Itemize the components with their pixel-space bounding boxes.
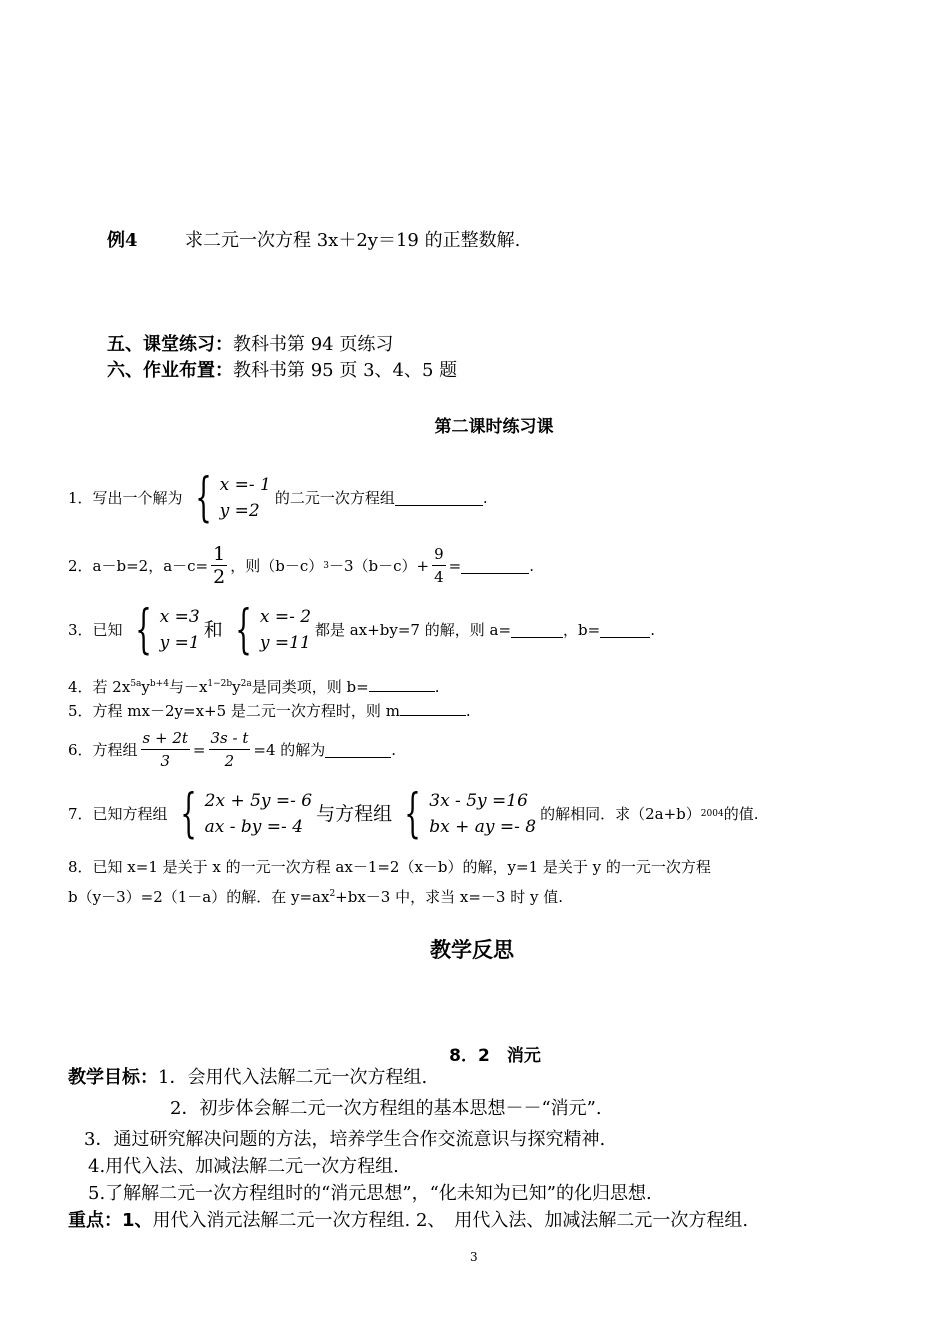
q4-exp-4: 2a bbox=[240, 679, 252, 689]
q3-equation-system-1 bbox=[127, 600, 200, 660]
q5-text: 5．方程 mx－2y=x+5 是二元一次方程时，则 m bbox=[68, 702, 400, 720]
q1-end: . bbox=[482, 489, 488, 507]
q4-exp-2: b+4 bbox=[149, 679, 169, 689]
question-2 bbox=[68, 543, 534, 588]
section-6-text: 教科书第 95 页 3、4、5 题 bbox=[233, 360, 458, 381]
q6-frac1-num: s + 2t bbox=[141, 727, 190, 750]
q1-prefix: 1．写出一个解为 bbox=[68, 489, 183, 507]
q1-suffix: 的二元一次方程组 bbox=[274, 489, 395, 507]
lesson-2-title: 第二课时练习课 bbox=[434, 417, 554, 437]
left-brace-icon: { bbox=[194, 468, 212, 528]
q7-equation-system-2 bbox=[396, 784, 537, 844]
section-homework bbox=[107, 359, 457, 383]
q4-text-4: y bbox=[232, 678, 241, 696]
q6-blank[interactable] bbox=[325, 742, 391, 758]
q7-sys1-line-1: 2x + 5y =- 6 bbox=[204, 791, 313, 811]
q7-equation-system-1 bbox=[172, 784, 313, 844]
q7-exp: 2004 bbox=[700, 809, 724, 819]
q8-line2-exp: 2 bbox=[329, 889, 336, 899]
q7-sys2-line-2: bx + ay =- 8 bbox=[429, 817, 537, 837]
key-text: 用代入消元法解二元一次方程组. 2、 用代入法、加减法解二元一次方程组. bbox=[152, 1210, 749, 1231]
q6-frac2-num: 3s - t bbox=[209, 727, 251, 750]
q8-line2-a: b（y－3）=2（1－a）的解．在 y=ax bbox=[68, 888, 330, 906]
q2-blank[interactable] bbox=[461, 558, 529, 574]
q3-mid: 都是 ax+by=7 的解，则 a= bbox=[315, 621, 512, 639]
section-5-label: 五、课堂练习： bbox=[107, 334, 233, 355]
q6-eq: = bbox=[192, 740, 206, 759]
q6-fraction-2 bbox=[209, 727, 251, 772]
q1-sys-line-1: x =- 1 bbox=[219, 475, 271, 495]
goal-1: 1．会用代入法解二元一次方程组. bbox=[158, 1067, 428, 1088]
section-6-label: 六、作业布置： bbox=[107, 360, 233, 381]
question-8-line-1: 8．已知 x=1 是关于 x 的一元一次方程 ax－1=2（x－b）的解，y=1 是关于 y 的一元一次方程 bbox=[68, 858, 711, 876]
question-4 bbox=[68, 673, 439, 698]
q2-eq: = bbox=[448, 556, 462, 575]
q2-prefix: 2．a－b=2，a－c= bbox=[68, 556, 209, 575]
q7-end: 的值. bbox=[723, 805, 759, 823]
q2-mid: ，则（b－c） bbox=[230, 556, 324, 575]
q3-sys2-line-1: x =- 2 bbox=[259, 607, 312, 627]
q4-exp-3: 1−2b bbox=[207, 679, 233, 689]
goal-3: 3．通过研究解决问题的方法，培养学生合作交流意识与探究精神. bbox=[84, 1129, 606, 1150]
q2-frac2-num: 9 bbox=[432, 543, 446, 566]
q5-end: . bbox=[465, 702, 471, 720]
left-brace-icon: { bbox=[404, 784, 421, 844]
q3-mid2: ，b= bbox=[563, 621, 601, 639]
question-7 bbox=[68, 784, 759, 844]
q4-text-5: 是同类项，则 b= bbox=[251, 678, 369, 696]
q4-blank[interactable] bbox=[369, 676, 435, 692]
section-8-2-title: 8．2 消元 bbox=[449, 1046, 541, 1066]
q6-prefix: 6．方程组 bbox=[68, 740, 138, 759]
page-number: 3 bbox=[470, 1250, 478, 1264]
q1-equation-system bbox=[187, 468, 271, 528]
q3-sys2-line-2: y =11 bbox=[259, 633, 311, 653]
q1-sys-line-2: y =2 bbox=[219, 501, 260, 521]
q5-blank[interactable] bbox=[400, 700, 466, 716]
q6-frac2-den: 2 bbox=[224, 752, 235, 770]
teaching-goals bbox=[68, 1066, 427, 1090]
question-8-line-2 bbox=[68, 883, 563, 908]
q7-sys2-line-1: 3x - 5y =16 bbox=[429, 791, 528, 811]
goal-5: 5.了解解二元一次方程组时的“消元思想”，“化未知为已知”的化归思想. bbox=[88, 1183, 652, 1204]
q7-sys1-line-2: ax - by =- 4 bbox=[204, 817, 304, 837]
q4-exp-1: 5a bbox=[130, 679, 142, 689]
q3-end: . bbox=[650, 621, 655, 639]
goal-2: 2．初步体会解二元一次方程组的基本思想－－“消元”. bbox=[170, 1098, 602, 1119]
q3-sys1-line-2: y =1 bbox=[159, 633, 200, 653]
left-brace-icon: { bbox=[235, 600, 252, 660]
q3-and: 和 bbox=[203, 619, 223, 641]
goals-label: 教学目标： bbox=[68, 1067, 158, 1088]
q2-exp: 3 bbox=[323, 560, 329, 571]
goal-4: 4.用代入法、加减法解二元一次方程组. bbox=[88, 1156, 399, 1177]
section-classroom-practice bbox=[107, 333, 393, 357]
section-5-text: 教科书第 94 页练习 bbox=[233, 334, 394, 355]
question-5 bbox=[68, 700, 471, 722]
q3-sys1-line-1: x =3 bbox=[159, 607, 200, 627]
q2-mid2: －3（b－c）+ bbox=[328, 556, 430, 575]
q7-prefix: 7．已知方程组 bbox=[68, 805, 168, 823]
q2-frac1-num: 1 bbox=[213, 543, 226, 565]
q3-equation-system-2 bbox=[227, 600, 312, 660]
q2-fraction-half bbox=[211, 543, 227, 588]
q2-end: . bbox=[529, 556, 534, 575]
q4-text-1: 4．若 2x bbox=[68, 678, 131, 696]
q4-text-3: 与－x bbox=[168, 678, 208, 696]
key-points bbox=[68, 1209, 748, 1233]
example-4 bbox=[107, 229, 520, 253]
q2-fraction-nine-quarters bbox=[432, 543, 446, 588]
q8-line2-b: +bx－3 中，求当 x=－3 时 y 值. bbox=[335, 888, 563, 906]
q6-suffix: =4 的解为 bbox=[253, 740, 326, 759]
q7-suffix: 的解相同．求（2a+b） bbox=[540, 805, 701, 823]
q6-end: . bbox=[391, 740, 397, 759]
question-6 bbox=[68, 727, 396, 772]
q4-end: . bbox=[434, 678, 440, 696]
question-3 bbox=[68, 600, 655, 660]
left-brace-icon: { bbox=[134, 600, 152, 660]
q2-frac1-den: 2 bbox=[213, 566, 226, 588]
left-brace-icon: { bbox=[179, 784, 197, 844]
q3-blank-a[interactable] bbox=[511, 622, 563, 638]
q7-mid: 与方程组 bbox=[316, 803, 393, 825]
example-4-label: 例4 bbox=[107, 230, 138, 251]
q2-frac2-den: 4 bbox=[434, 568, 444, 586]
q1-blank[interactable] bbox=[395, 490, 483, 506]
question-1 bbox=[68, 468, 488, 528]
key-label: 重点：1、 bbox=[68, 1210, 153, 1231]
example-4-text: 求二元一次方程 3x＋2y＝19 的正整数解. bbox=[185, 230, 521, 251]
q4-text-2: y bbox=[141, 678, 150, 696]
q6-frac1-den: 3 bbox=[160, 752, 170, 770]
teaching-reflection-title: 教学反思 bbox=[430, 938, 514, 962]
q3-blank-b[interactable] bbox=[600, 622, 650, 638]
q3-prefix: 3．已知 bbox=[68, 621, 123, 639]
q6-fraction-1 bbox=[141, 727, 190, 772]
